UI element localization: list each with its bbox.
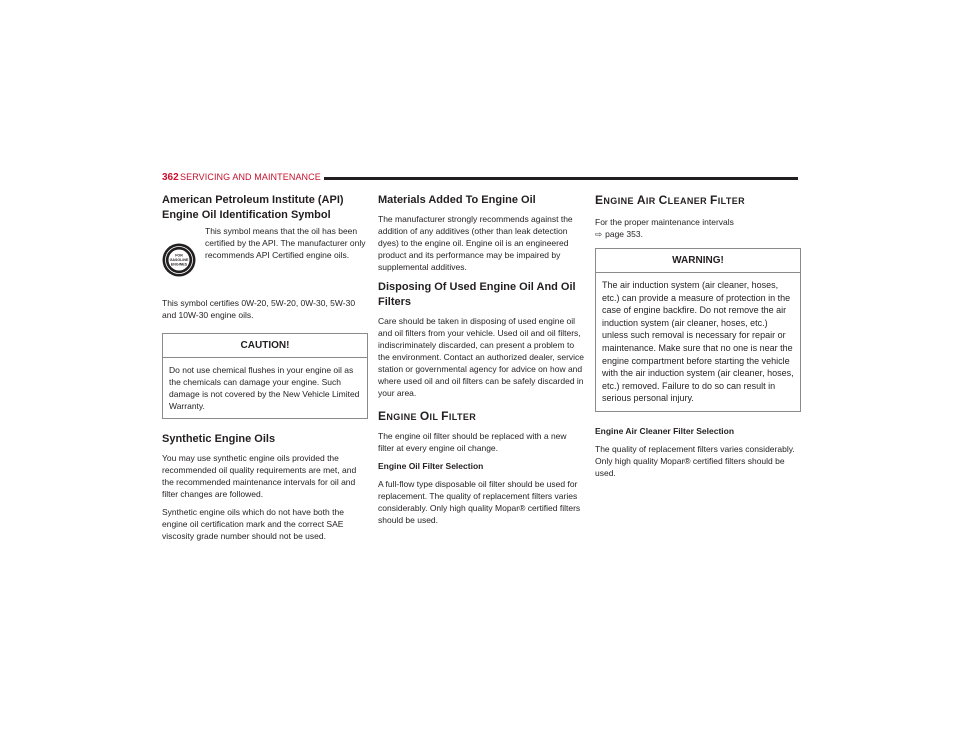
page-header (162, 172, 798, 184)
svg-text:ENGINES: ENGINES (170, 262, 188, 267)
column-middle (378, 193, 584, 526)
disposing-heading: Disposing Of Used Engine Oil And Oil Filters (378, 281, 576, 308)
filter-selection-heading: Engine Oil Filter Selection (378, 461, 484, 471)
warning-title: WARNING! (596, 249, 800, 273)
synthetic-paragraph-1: You may use synthetic engine oils provided the recommended oil quality requirements are met, and the recommended maintenance intervals for oil and filter changes are followed. (162, 453, 357, 499)
header-rule (324, 177, 798, 180)
warning-text: The air induction system (air cleaner, hoses, etc.) can provide a measure of protection in the case of engine backfire. Do not remove the air induction system (air cleaner, hoses, etc.) unless such removal is necessary for repair or maintenance. Make sure that no one is near the engine compartment before starting the vehicle with the air induction system (air cleaner, hoses, etc.) removed. Failure to do so can result in serious personal injury. (602, 280, 794, 404)
certifies-text: This symbol certifies 0W-20, 5W-20, 0W-30, 5W-30 and 10W-30 engine oils. (162, 298, 356, 320)
svg-text:FOR: FOR (175, 253, 183, 258)
arrow-right-icon: ⇨ (595, 229, 603, 239)
column-left (162, 193, 368, 542)
column-right (595, 193, 801, 479)
synthetic-heading: Synthetic Engine Oils (162, 433, 276, 445)
caution-title: CAUTION! (163, 334, 367, 358)
page-reference[interactable] (595, 228, 801, 240)
api-description: This symbol means that the oil has been certified by the API. The manufacturer only recommends API Certified engine oils. (205, 226, 366, 260)
materials-heading: Materials Added To Engine Oil (378, 194, 536, 206)
disposing-text: Care should be taken in disposing of used engine oil and oil filters from your vehicle. Used oil and oil filters, indiscriminately discarded, can present a problem to the environment. Contact an authorized dealer, service station or governmental agency for advice on how and where used oil and oil filters can be safely discarded in your area. (378, 316, 585, 398)
page-number: 362 (162, 172, 179, 183)
filter-text: The engine oil filter should be replaced with a new filter at every engine oil change. (378, 431, 567, 453)
intervals-text: For the proper maintenance intervals (595, 217, 734, 227)
api-heading: American Petroleum Institute (API) Engine Oil Identification Symbol (162, 194, 344, 221)
engine-air-cleaner-filter-heading: ENGINE AIR CLEANER FILTER (595, 193, 746, 207)
air-selection-heading: Engine Air Cleaner Filter Selection (595, 425, 735, 436)
synthetic-paragraph-2: Synthetic engine oils which do not have both the engine oil certification mark and the correct SAE viscosity grade number should not be used. (162, 507, 344, 541)
filter-selection-text: A full-flow type disposable oil filter should be used for replacement. The quality of replacement filters varies considerably. Only high quality Mopar® certified filters should be used. (378, 479, 581, 525)
engine-oil-filter-heading: ENGINE OIL FILTER (378, 409, 477, 423)
svg-text:GASOLINE: GASOLINE (169, 258, 189, 262)
caution-box (162, 333, 368, 419)
air-selection-text: The quality of replacement filters varies considerably. Only high quality Mopar® certified filters should be used. (595, 443, 795, 478)
api-symbol-block (162, 226, 368, 291)
api-starburst-icon (162, 243, 196, 277)
caution-text: Do not use chemical flushes in your engine oil as the chemicals can damage your engine. Such damage is not covered by the New Vehicle Limited Warranty. (169, 365, 360, 411)
materials-text: The manufacturer strongly recommends against the addition of any additives (other than leak detection dyes) to the engine oil. Engine oil is an engineered product and its performance may be impaired by supplemental additives. (378, 214, 573, 272)
section-title: SERVICING AND MAINTENANCE (180, 172, 321, 182)
page-reference-link[interactable]: page 353. (605, 229, 643, 239)
warning-box (595, 248, 801, 412)
